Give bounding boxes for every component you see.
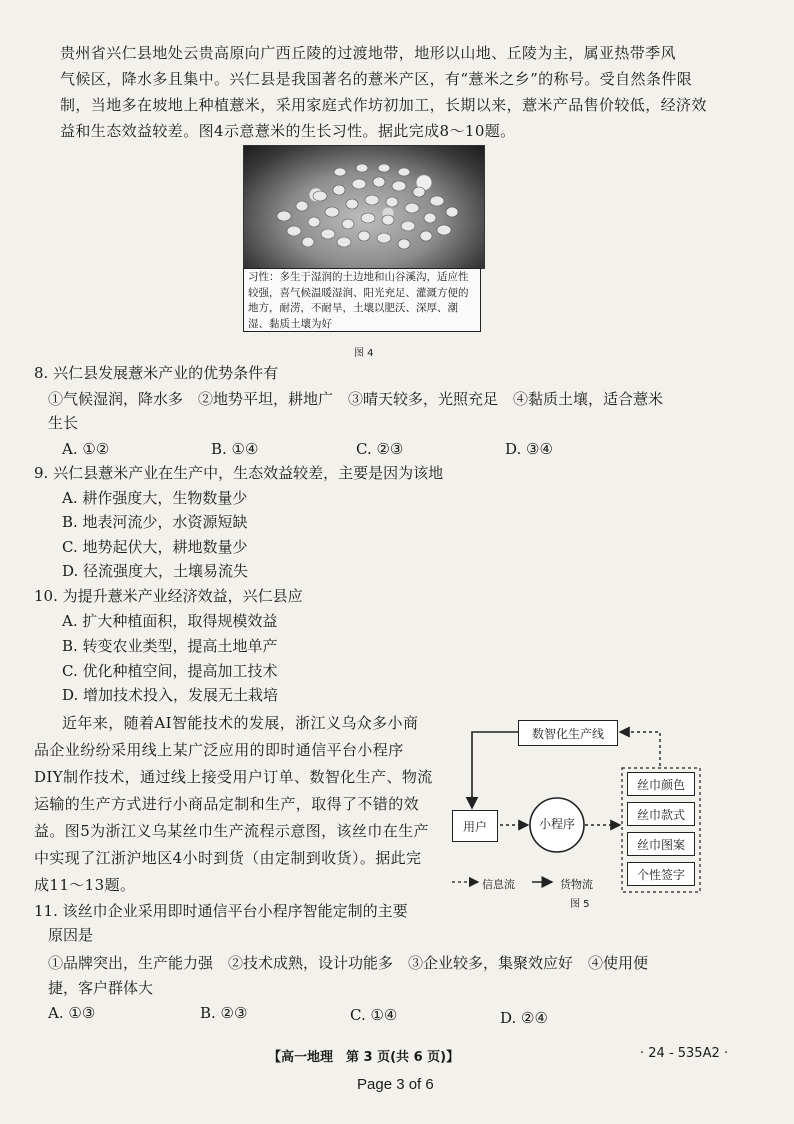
option-d: D. ③④ bbox=[505, 440, 553, 458]
signature-box: 个性签字 bbox=[627, 862, 695, 886]
option-b: B. 地表河流少，水资源短缺 bbox=[62, 513, 248, 531]
passage-line: 成11～13题。 bbox=[34, 876, 136, 894]
question-11-stem: 11. 该丝巾企业采用即时通信平台小程序智能定制的主要 bbox=[34, 902, 408, 920]
option-a: A. ①② bbox=[62, 440, 110, 458]
option-c: C. ①④ bbox=[350, 1006, 398, 1024]
question-11-items: ①品牌突出，生产能力强 ②技术成熟，设计功能多 ③企业较多，集聚效应好 ④使用便 bbox=[48, 954, 649, 972]
question-8-items: ①气候湿润，降水多 ②地势平坦，耕地广 ③晴天较多，光照充足 ④黏质土壤，适合薏米 bbox=[48, 390, 664, 408]
scarf-style-box: 丝巾款式 bbox=[627, 802, 695, 826]
passage-line: DIY制作技术，通过线上接受用户订单、数智化生产、物流 bbox=[34, 768, 433, 786]
option-d: D. 增加技术投入，发展无土栽培 bbox=[62, 686, 279, 704]
question-10-stem: 10. 为提升薏米产业经济效益，兴仁县应 bbox=[34, 587, 303, 605]
intro-line: 益和生态效益较差。图4示意薏米的生长习性。据此完成8～10题。 bbox=[60, 122, 516, 140]
question-9-stem: 9. 兴仁县薏米产业在生产中，生态效益较差，主要是因为该地 bbox=[34, 464, 444, 482]
question-11-stem-cont: 原因是 bbox=[48, 926, 94, 944]
option-d: D. ②④ bbox=[500, 1009, 548, 1027]
page-footer-subject: 【高一地理 第 3 页(共 6 页)】 bbox=[268, 1050, 460, 1065]
option-b: B. ②③ bbox=[200, 1004, 248, 1022]
passage-line: 中实现了江浙沪地区4小时到货（由定制到收货）。据此完 bbox=[34, 849, 422, 867]
mini-program-node: 小程序 bbox=[538, 817, 575, 831]
intro-line: 贵州省兴仁县地处云贵高原向广西丘陵的过渡地带，地形以山地、丘陵为主，属亚热带季风 bbox=[60, 44, 677, 62]
option-b: B. ①④ bbox=[211, 440, 259, 458]
figure-4-caption: 图 4 bbox=[354, 348, 374, 359]
option-c: C. ②③ bbox=[356, 440, 404, 458]
passage-line: 品企业纷纷采用线上某广泛应用的即时通信平台小程序 bbox=[34, 741, 404, 759]
growth-habit-box: 习性：多生于湿润的土边地和山谷溪沟，适应性较强，喜气候温暖湿润、阳光充足、灌溉方便的地方，耐涝，不耐旱，土壤以肥沃、深厚、潮湿、黏质土壤为好 bbox=[243, 268, 481, 332]
passage-line: 益。图5为浙江义乌某丝巾生产流程示意图，该丝巾在生产 bbox=[34, 822, 429, 840]
intro-line: 制，当地多在坡地上种植薏米，采用家庭式作坊初加工，长期以来，薏米产品售价较低，经济效 bbox=[60, 96, 707, 114]
question-8-stem: 8. 兴仁县发展薏米产业的优势条件有 bbox=[34, 364, 279, 382]
question-8-items-cont: 生长 bbox=[48, 414, 79, 432]
option-a: A. 扩大种植面积，取得规模效益 bbox=[62, 612, 278, 630]
page-number: Page 3 of 6 bbox=[357, 1076, 434, 1093]
scarf-pattern-box: 丝巾图案 bbox=[627, 832, 695, 856]
passage-line: 运输的生产方式进行小商品定制和生产，取得了不错的效 bbox=[34, 795, 420, 813]
legend-goods-flow: 货物流 bbox=[560, 878, 593, 891]
option-b: B. 转变农业类型，提高土地单产 bbox=[62, 637, 278, 655]
legend-info-flow: 信息流 bbox=[482, 878, 515, 891]
user-box: 用户 bbox=[452, 810, 498, 842]
scarf-color-box: 丝巾颜色 bbox=[627, 772, 695, 796]
option-a: A. 耕作强度大，生物数量少 bbox=[62, 489, 248, 507]
option-c: C. 地势起伏大，耕地数量少 bbox=[62, 538, 248, 556]
page-footer-code: · 24 - 535A2 · bbox=[640, 1046, 729, 1061]
coix-seed-photo bbox=[243, 145, 485, 269]
figure-5-caption: 图 5 bbox=[570, 899, 590, 910]
question-11-items-cont: 捷，客户群体大 bbox=[48, 979, 154, 997]
production-line-box: 数智化生产线 bbox=[518, 720, 618, 746]
option-c: C. 优化种植空间，提高加工技术 bbox=[62, 662, 278, 680]
option-d: D. 径流强度大，土壤易流失 bbox=[62, 562, 249, 580]
intro-line: 气候区，降水多且集中。兴仁县是我国著名的薏米产区，有“薏米之乡”的称号。受自然条件限 bbox=[60, 70, 693, 88]
passage-line: 近年来，随着AI智能技术的发展，浙江义乌众多小商 bbox=[62, 714, 419, 732]
option-a: A. ①③ bbox=[48, 1004, 96, 1022]
